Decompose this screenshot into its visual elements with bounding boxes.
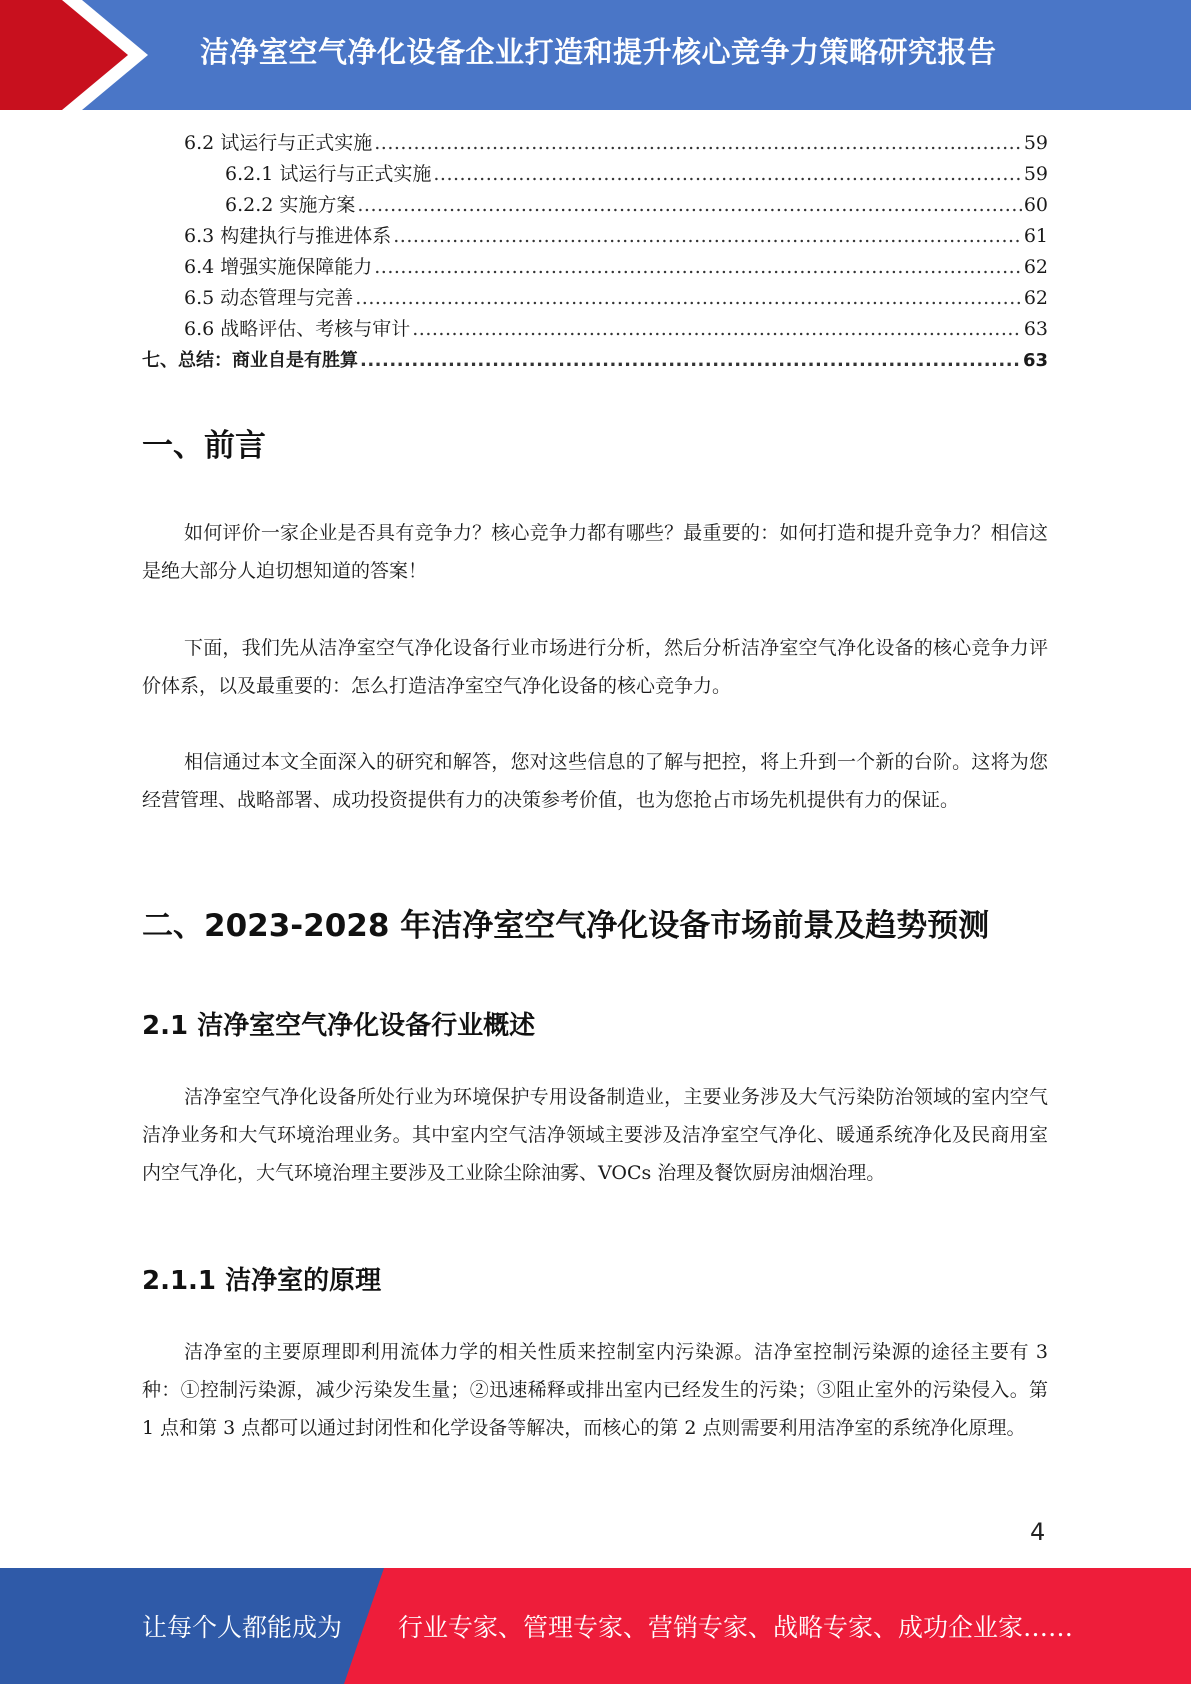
page-header (0, 0, 1191, 110)
report-title: 洁净室空气净化设备企业打造和提升核心竞争力策略研究报告 (200, 35, 997, 69)
section-heading-market-outlook: 二、2023-2028 年洁净室空气净化设备市场前景及趋势预测 (142, 908, 990, 944)
toc-entry-page: 61 (1023, 225, 1048, 247)
subsection-heading-principle: 2.1.1 洁净室的原理 (142, 1266, 382, 1296)
toc-entry-page: 60 (1023, 194, 1048, 216)
toc-entry-label: 6.2.2 实施方案 (225, 194, 356, 216)
paragraph: 如何评价一家企业是否具有竞争力？核心竞争力都有哪些？最重要的：如何打造和提升竞争力？相信这是绝大部分人迫切想知道的答案！ (142, 522, 1048, 582)
toc-leader-dots (357, 190, 1021, 221)
toc-entry[interactable] (142, 283, 1048, 314)
toc-entry-page: 59 (1023, 132, 1048, 154)
toc-leader-dots (412, 314, 1022, 345)
paragraph: 相信通过本文全面深入的研究和解答，您对这些信息的了解与把控，将上升到一个新的台阶。这将为您经营管理、战略部署、成功投资提供有力的决策参考价值，也为您抢占市场先机提供有力的保证。 (142, 751, 1048, 811)
toc-entry[interactable] (142, 221, 1048, 252)
toc-entry[interactable] (142, 190, 1048, 221)
subsection-heading-overview: 2.1 洁净室空气净化设备行业概述 (142, 1011, 536, 1041)
toc-leader-dots (393, 221, 1022, 252)
toc-entry-page: 59 (1023, 163, 1048, 185)
toc-leader-dots (374, 252, 1022, 283)
toc-entry-label: 七、总结：商业自是有胜算 (142, 350, 358, 371)
toc-entry-page: 62 (1023, 287, 1048, 309)
table-of-contents (142, 128, 1048, 376)
paragraph: 洁净室的主要原理即利用流体力学的相关性质来控制室内污染源。洁净室控制污染源的途径主要有 3 种：①控制污染源，减少污染发生量；②迅速稀释或排出室内已经发生的污染；③阻止室外的污染侵入。第 1 点和第 3 点都可以通过封闭性和化学设备等解决，而核心的第 2 点则需要利用洁净室的系统净化原理。 (142, 1341, 1048, 1439)
toc-entry[interactable] (142, 314, 1048, 345)
page-footer (0, 1568, 1191, 1684)
toc-entry-label: 6.3 构建执行与推进体系 (184, 225, 392, 247)
toc-leader-dots (433, 159, 1021, 190)
section-heading-preface: 一、前言 (142, 428, 266, 464)
toc-entry[interactable] (142, 159, 1048, 190)
footer-slogan-left: 让每个人都能成为 (142, 1613, 343, 1642)
toc-entry-label: 6.4 增强实施保障能力 (184, 256, 373, 278)
paragraph: 洁净室空气净化设备所处行业为环境保护专用设备制造业，主要业务涉及大气污染防治领域的室内空气洁净业务和大气环境治理业务。其中室内空气洁净领域主要涉及洁净室空气净化、暖通系统净化及民商用室内空气净化，大气环境治理主要涉及工业除尘除油雾、VOCs 治理及餐饮厨房油烟治理。 (142, 1086, 1048, 1184)
toc-entry[interactable] (142, 252, 1048, 283)
footer-slogan-right: 行业专家、管理专家、营销专家、战略专家、成功企业家…… (398, 1613, 1074, 1642)
toc-entry-chapter[interactable] (142, 345, 1048, 376)
toc-entry[interactable] (142, 128, 1048, 159)
toc-leader-dots (374, 128, 1022, 159)
page-number: 4 (1030, 1518, 1046, 1546)
toc-entry-page: 62 (1023, 256, 1048, 278)
toc-entry-label: 6.5 动态管理与完善 (184, 287, 354, 309)
toc-entry-label: 6.6 战略评估、考核与审计 (184, 318, 411, 340)
paragraph: 下面，我们先从洁净室空气净化设备行业市场进行分析，然后分析洁净室空气净化设备的核心竞争力评价体系，以及最重要的：怎么打造洁净室空气净化设备的核心竞争力。 (142, 637, 1048, 697)
toc-entry-label: 6.2.1 试运行与正式实施 (225, 163, 432, 185)
toc-leader-dots (355, 283, 1022, 314)
toc-entry-page: 63 (1022, 350, 1048, 371)
toc-entry-page: 63 (1023, 318, 1048, 340)
toc-leader-dots (360, 345, 1021, 376)
toc-entry-label: 6.2 试运行与正式实施 (184, 132, 373, 154)
